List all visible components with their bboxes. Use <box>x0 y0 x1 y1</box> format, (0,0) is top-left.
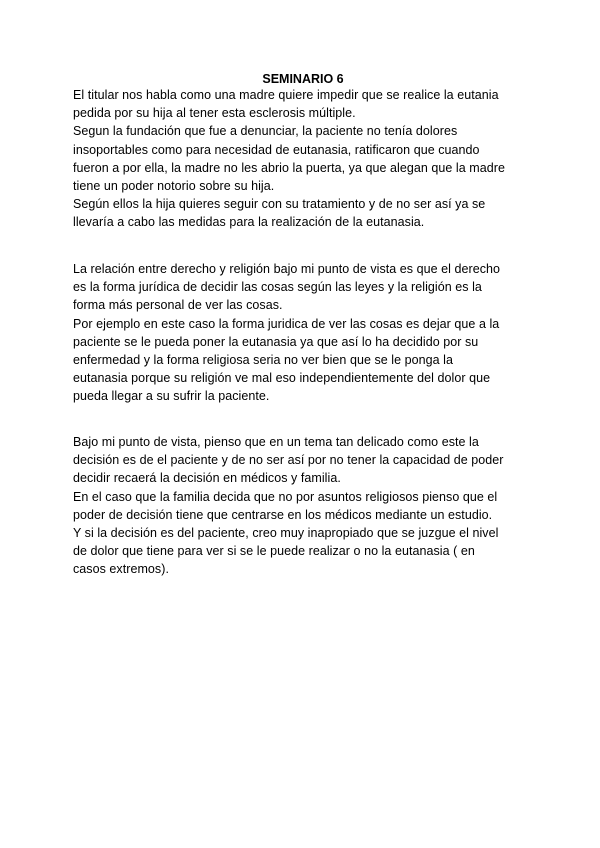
paragraph-3 <box>73 433 533 579</box>
paragraph-line: Y si la decisión es del paciente, creo muy inapropiado que se juzgue el nivel <box>73 526 499 541</box>
paragraph-line: tiene un poder notorio sobre su hija. <box>73 179 275 194</box>
paragraph-line: pedida por su hija al tener esta esclerosis múltiple. <box>73 106 356 121</box>
paragraph-line: El titular nos habla como una madre quiere impedir que se realice la eutania <box>73 88 499 102</box>
paragraph-line: Por ejemplo en este caso la forma juridica de ver las cosas es dejar que a la <box>73 316 500 331</box>
paragraph-1 <box>73 86 533 232</box>
paragraph-line: enfermedad y la forma religiosa seria no ver bien que se le ponga la <box>73 353 454 368</box>
paragraph-line: pueda llegar a su sufrir la paciente. <box>73 389 270 404</box>
document-title: SEMINARIO 6 <box>262 72 344 86</box>
paragraph-line: de dolor que tiene para ver si se le puede realizar o no la eutanasia ( en <box>73 544 475 559</box>
paragraph-line: La relación entre derecho y religión bajo mi punto de vista es que el derecho <box>73 262 501 276</box>
paragraph-line: decidir recaerá la decisión en médicos y familia. <box>73 471 341 486</box>
paragraph-line: fueron a por ella, la madre no les abrio la puerta, ya que alegan que la madre <box>73 160 505 175</box>
paragraph-line: Según ellos la hija quieres seguir con su tratamiento y de no ser así ya se <box>73 197 486 212</box>
paragraph-2 <box>73 260 533 406</box>
paragraph-line: forma más personal de ver las cosas. <box>73 298 283 313</box>
paragraph-line: llevaría a cabo las medidas para la realización de la eutanasia. <box>73 215 425 230</box>
paragraph-line: insoportables como para necesidad de eutanasia, ratificaron que cuando <box>73 142 480 157</box>
paragraph-line: poder de decisión tiene que centrarse en los médicos mediante un estudio. <box>73 507 493 522</box>
paragraph-line: casos extremos). <box>73 562 169 577</box>
paragraph-line: es la forma jurídica de decidir las cosas según las leyes y la religión es la <box>73 280 482 295</box>
paragraph-line: decisión es de el paciente y de no ser así por no tener la capacidad de poder <box>73 453 504 468</box>
paragraph-line: Segun la fundación que fue a denunciar, la paciente no tenía dolores <box>73 124 458 139</box>
paragraph-line: En el caso que la familia decida que no por asuntos religiosos pienso que el <box>73 489 498 504</box>
paragraph-line: Bajo mi punto de vista, pienso que en un tema tan delicado como este la <box>73 435 479 449</box>
paragraph-line: paciente se le pueda poner la eutanasia ya que así lo ha decidido por su <box>73 334 479 349</box>
paragraph-line: eutanasia porque su religión ve mal eso independientemente del dolor que <box>73 371 491 386</box>
